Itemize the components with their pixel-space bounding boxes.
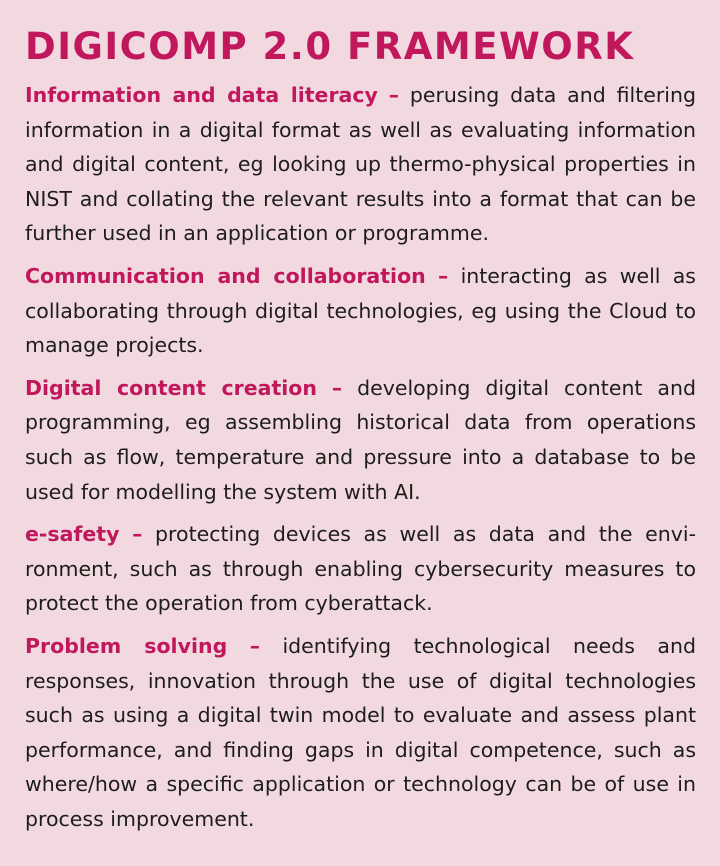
item-dash: – bbox=[388, 83, 400, 107]
item-communication-collaboration bbox=[25, 259, 696, 363]
item-e-safety bbox=[25, 517, 696, 621]
panel-title: DIGICOMP 2.0 FRAMEWORK bbox=[25, 25, 635, 68]
item-dash: – bbox=[438, 263, 449, 288]
item-description: protecting devices as well as data and the environment, such as through enabling cybersecurity measures to protect the operation from cyberattack. bbox=[25, 522, 696, 616]
item-term: Digital content creation bbox=[25, 375, 317, 400]
item-information-data-literacy bbox=[25, 78, 696, 251]
item-dash: – bbox=[331, 375, 343, 400]
item-description: identifying technological needs and responses, innovation through the use of digital technologies such as using a digital twin model to evaluate and assess plant performance, and finding gaps in digital competence, such as where/how a specific application or technology can be of use in process improvement. bbox=[25, 633, 696, 831]
item-term: Information and data literacy bbox=[25, 83, 378, 107]
item-term: e-safety bbox=[25, 522, 120, 547]
item-description: developing digital content and programming, eg assembling historical data from operations such as flow, temperature and pressure into a database to be used for modelling the system with AI. bbox=[25, 375, 696, 504]
item-description: perusing data and filtering information in a digital format as well as evaluating information and digital content, eg looking up thermo-physical properties in NIST and collating the relevant results into a format that can be further used in an application or programme. bbox=[25, 83, 696, 246]
item-problem-solving bbox=[25, 629, 696, 837]
item-dash: – bbox=[132, 522, 143, 547]
item-digital-content-creation bbox=[25, 371, 696, 509]
item-term: Communication and collaboration bbox=[25, 263, 426, 288]
item-description: interacting as well as collaborating through digital technologies, eg using the Cloud to manage projects. bbox=[25, 263, 696, 358]
item-term: Problem solving bbox=[25, 633, 228, 658]
item-dash: – bbox=[249, 633, 260, 658]
